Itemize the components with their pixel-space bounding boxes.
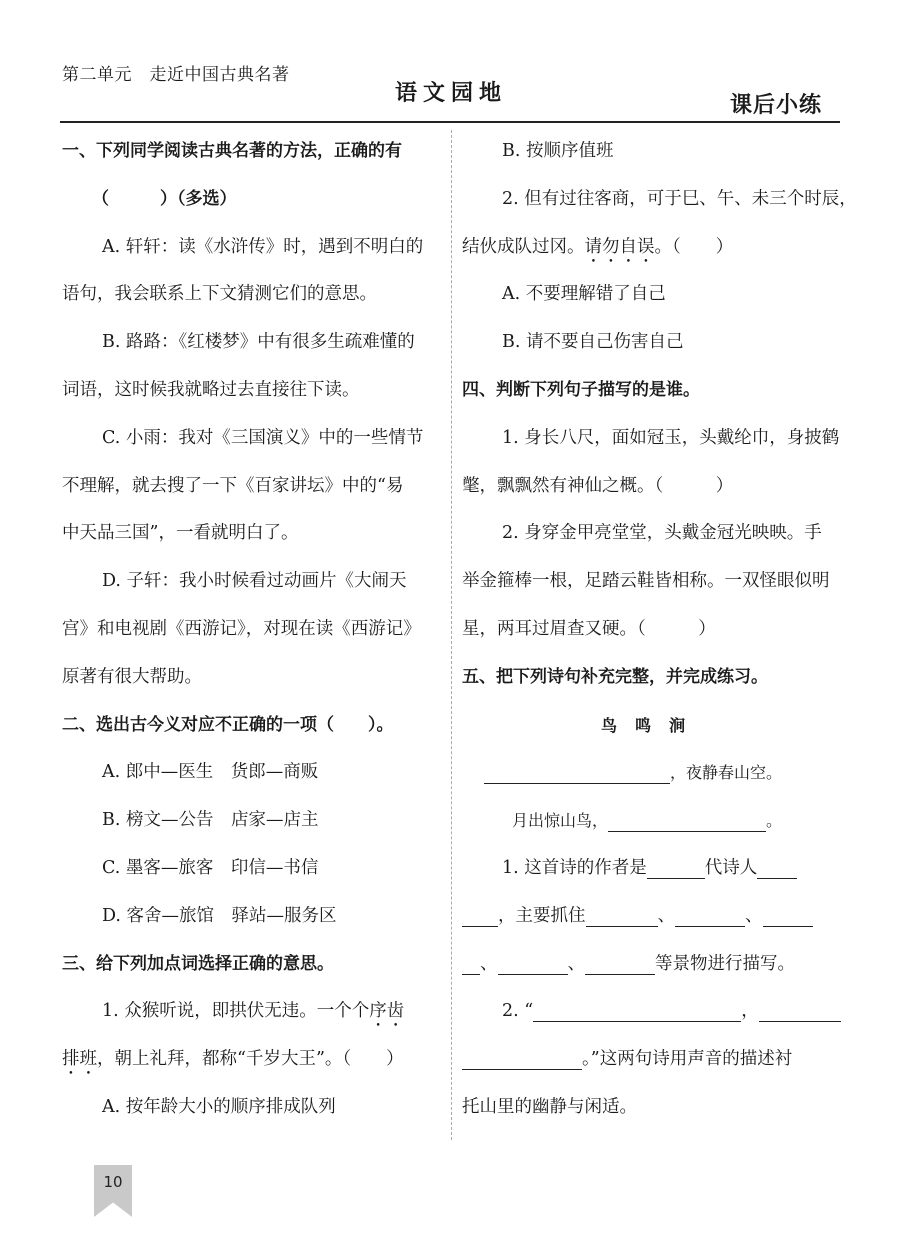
poem-line-1-text: ，夜静春山空。	[670, 763, 783, 783]
q5-item-2-mid: ，	[741, 1001, 759, 1022]
q3-dotted-word-1: 序齿	[369, 1001, 405, 1022]
q1-option-a-cont: 语句，我会联系上下文猜测它们的意思。	[62, 284, 377, 305]
poem-line-2-text: 月出惊山鸟，	[512, 811, 609, 831]
poem-blank-2[interactable]	[608, 811, 766, 832]
q5-item-2-cont-text: 。”这两句诗用声音的描述衬	[582, 1049, 793, 1070]
q5-blank-scene-1[interactable]	[586, 906, 658, 927]
question-1-title: 一、下列同学阅读古典名著的方法，正确的有	[62, 141, 402, 161]
question-4-title: 四、判断下列句子描写的是谁。	[462, 379, 700, 400]
q1-option-d-cont2: 原著有很大帮助。	[62, 666, 202, 687]
unit-label: 第二单元 走近中国古典名著	[62, 65, 290, 85]
separator: 、	[480, 953, 498, 974]
q5-blank-dynasty[interactable]	[647, 858, 705, 879]
poem-line-2	[462, 797, 842, 845]
q1-option-c-cont2: 中天品三国”，一看就明白了。	[62, 523, 299, 544]
q5-blank-scene-2[interactable]	[675, 906, 745, 927]
q5-item-2-text: 2. “	[502, 1001, 534, 1022]
q3-2-option-b: B. 请不要自己伤害自己	[502, 332, 684, 353]
q3-1-option-b: B. 按顺序值班	[502, 141, 614, 161]
right-column	[462, 128, 857, 1132]
column-divider	[451, 130, 452, 1140]
q1-option-d-cont: 宫》和电视剧《西游记》，对现在读《西游记》	[62, 618, 421, 639]
question-1-answer-paren: （ ）（多选）	[92, 188, 237, 209]
separator: 、	[745, 905, 763, 926]
q3-dotted-word-3: 请勿自误	[584, 236, 655, 257]
q3-item-1	[62, 988, 440, 1036]
q3-item-1-cont-text: ，朝上礼拜，都称“千岁大王”。（ ）	[97, 1049, 404, 1070]
q3-1-option-a: A. 按年龄大小的顺序排成队列	[102, 1096, 336, 1117]
q4-item-1: 1. 身长八尺，面如冠玉，头戴纶巾，身披鹤	[502, 427, 840, 448]
question-3-title: 三、给下列加点词选择正确的意思。	[62, 953, 334, 974]
q4-item-2-cont: 举金箍棒一根，足踏云鞋皆相称。一双怪眼似明	[462, 571, 830, 592]
q5-item-1-mid: 代诗人	[704, 857, 758, 878]
q5-item-2-cont2: 托山里的幽静与闲适。	[462, 1096, 637, 1117]
q5-item-2-cont	[462, 1036, 842, 1084]
left-column	[62, 128, 440, 1132]
q5-item-1-cont2	[462, 941, 842, 989]
poem-blank-1[interactable]	[484, 763, 670, 784]
q5-blank-line-1[interactable]	[533, 1001, 741, 1022]
page-title: 语文园地	[394, 80, 507, 106]
q5-blank-scene-3a[interactable]	[763, 906, 813, 927]
q5-blank-poet-a[interactable]	[757, 858, 797, 879]
separator: 、	[657, 905, 675, 926]
q1-option-a: A. 轩轩：读《水浒传》时，遇到不明白的	[102, 236, 424, 257]
q4-item-1-cont: 氅，飘飘然有神仙之概。（ ）	[462, 475, 734, 496]
q1-option-c: C. 小雨：我对《三国演义》中的一些情节	[102, 427, 424, 448]
q5-item-1-end: 等景物进行描写。	[655, 953, 795, 974]
q3-item-2-text: 结伙成队过冈。	[462, 236, 585, 257]
separator: 、	[567, 953, 585, 974]
q5-blank-scene-3b[interactable]	[462, 954, 480, 975]
header-rule	[60, 121, 840, 123]
q5-item-1-cont	[462, 893, 842, 941]
q3-item-2-cont	[462, 224, 842, 272]
q5-item-1-cont-text: ，主要抓住	[498, 905, 586, 926]
q1-option-d: D. 子轩：我小时候看过动画片《大闹天	[102, 571, 407, 592]
question-5-title: 五、把下列诗句补充完整，并完成练习。	[462, 666, 768, 687]
section-badge: 课后小练	[729, 93, 822, 118]
q5-blank-poet-b[interactable]	[462, 906, 498, 927]
poem-title: 鸟鸣涧	[600, 715, 703, 735]
q3-dotted-word-2: 排班	[62, 1049, 97, 1070]
q5-item-1	[462, 845, 842, 893]
q1-option-c-cont: 不理解，就去搜了一下《百家讲坛》中的“易	[62, 475, 404, 496]
poem-line-2-end: 。	[766, 811, 783, 831]
q2-option-b: B. 榜文—公告 店家—店主	[102, 810, 319, 831]
q5-blank-scene-5[interactable]	[585, 954, 655, 975]
q1-option-b: B. 路路：《红楼梦》中有很多生疏难懂的	[102, 332, 415, 353]
q4-item-2-cont2: 星，两耳过眉查又硬。（ ）	[462, 618, 716, 639]
page-number-tab	[94, 1165, 132, 1217]
q3-item-1-cont	[62, 1036, 440, 1084]
q2-option-d: D. 客舍—旅馆 驿站—服务区	[102, 905, 337, 926]
q5-blank-line-2b[interactable]	[462, 1049, 582, 1070]
q1-option-b-cont: 词语，这时候我就略过去直接往下读。	[62, 379, 360, 400]
q2-option-c: C. 墨客—旅客 印信—书信	[102, 857, 319, 878]
q3-item-1-text: 1. 众猴听说，即拱伏无违。一个个	[102, 1001, 370, 1022]
question-2-title: 二、选出古今义对应不正确的一项（ ）。	[62, 714, 394, 735]
q3-item-2-paren: 。（ ）	[654, 236, 734, 257]
q3-2-option-a: A. 不要理解错了自己	[502, 284, 666, 305]
q4-item-2: 2. 身穿金甲亮堂堂，头戴金冠光映映。手	[502, 523, 822, 544]
q3-item-2: 2. 但有过往客商，可于巳、午、未三个时辰，	[502, 188, 857, 209]
q5-item-2	[462, 988, 842, 1036]
q2-option-a: A. 郎中—医生 货郎—商贩	[102, 762, 319, 783]
q5-blank-scene-4[interactable]	[498, 954, 568, 975]
q5-blank-line-2a[interactable]	[759, 1001, 841, 1022]
poem-line-1	[462, 749, 842, 797]
page-number: 10	[103, 1173, 123, 1191]
q5-item-1-text: 1. 这首诗的作者是	[502, 857, 647, 878]
